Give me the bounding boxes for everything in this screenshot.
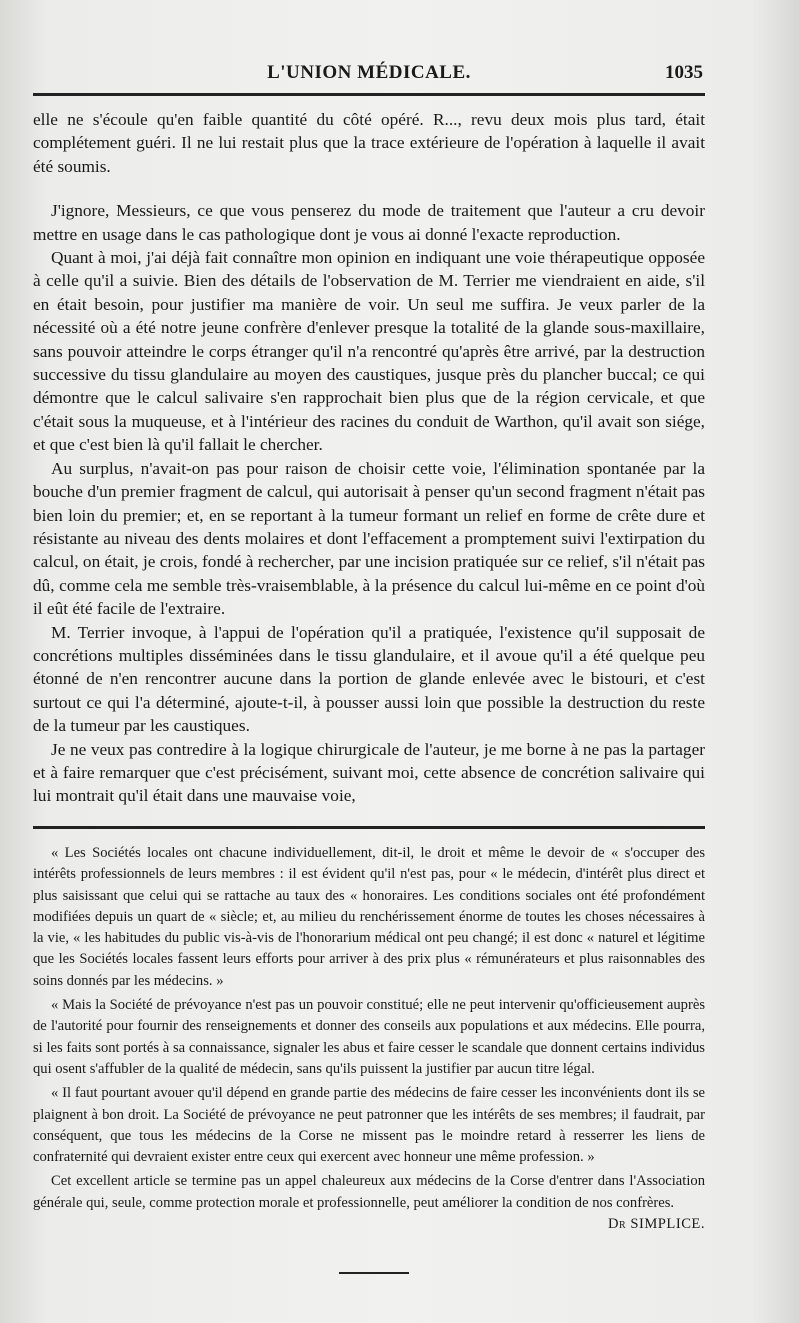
quoted-paragraph: « Les Sociétés locales ont chacune individuellement, dit-il, le droit et même le devoir de « s'occuper des intérêts professionnels de leurs membres : il est évident qu'il n'est pas, pour « le médecin, d'intérêt plus direct et plus saisissant que celui qui se rattache au taux des « honoraires. Les conditions sociales ont été profondément modifiées depuis un quart de « siècle; et, au milieu du renchérissement énorme de toutes les choses nécessaires à la vie, « les habitudes du public vis-à-vis de l'honorarium médical ont peu changé; il est donc « naturel et légitime que les Sociétés locales fassent leurs efforts pour arriver à des prix plus « rémunérateurs et plus raisonnables des soins donnés par les médecins. » [33, 845, 705, 989]
paragraph: M. Terrier invoque, à l'appui de l'opération qu'il a pratiquée, l'existence qu'il supposait de concrétions multiples disséminées dans le tissu glandulaire, et il avoue qu'il a été quelque peu étonné de n'en rencontrer aucune dans la portion de glande enlevée avec le bistouri, et c'est surtout ce qui l'a déterminé, ajoute-t-il, à pousser aussi loin que possible la destruction du reste de la tumeur par les caustiques. [33, 622, 705, 736]
main-text [33, 108, 705, 808]
running-title: L'UNION MÉDICALE. [267, 62, 471, 83]
end-rule [339, 1272, 409, 1274]
closing-paragraph: Cet excellent article se termine pas un appel chaleureux aux médecins de la Corse d'entrer dans l'Association générale qui, seule, comme protection morale et professionnelle, peut améliorer la condition de nos confrères. [33, 1173, 705, 1211]
signature-line [33, 1214, 705, 1235]
footnote-rule [33, 826, 705, 829]
notes-section [33, 843, 705, 1235]
quoted-paragraph: « Mais la Société de prévoyance n'est pas un pouvoir constitué; elle ne peut intervenir qu'officieusement auprès de l'autorité pour fournir des renseignements et donner des conseils aux populations et aux médecins. Elle pourra, si les faits sont portés à sa connaissance, signaler les abus et faire cesser le scandale que donnent certains individus qui osent s'affubler de la qualité de médecin, sans qu'ils puissent la justifier par aucun titre légal. [33, 997, 705, 1077]
page-header [33, 62, 705, 90]
signature: Dr SIMPLICE. [608, 1216, 705, 1233]
header-rule [33, 93, 705, 96]
paragraph: Au surplus, n'avait-on pas pour raison de choisir cette voie, l'élimination spontanée par la bouche d'un premier fragment de calcul, qui autorisait à penser qu'un second fragment n'était pas bien loin du premier; et, en se reportant à la tumeur formant un relief en forme de crête dure et résistante au niveau des dents molaires et dont l'effacement a promptement suivi l'extirpation du calcul, on était, je crois, fondé à rechercher, par une incision pratiquée sur ce relief, s'il n'était pas dû, comme cela me semble très-vraisemblable, à la présence du calcul lui-même en ce point d'où il eût été facile de l'extraire. [33, 458, 705, 619]
paragraph: elle ne s'écoule qu'en faible quantité du côté opéré. R..., revu deux mois plus tard, était complétement guéri. Il ne lui restait plus que la trace extérieure de l'opération à laquelle il avait été soumis. [33, 110, 705, 176]
quoted-paragraph: « Il faut pourtant avouer qu'il dépend en grande partie des médecins de faire cesser les inconvénients dont ils se plaignent à bon droit. La Société de prévoyance ne peut patronner que les intérêts de ses membres; il faudrait, par conséquent, que tous les médecins de la Corse ne missent pas le moindre retard à resserrer les liens de confraternité qui devraient exister entre ceux qui exercent avec honneur une même profession. » [33, 1085, 705, 1166]
paragraph: J'ignore, Messieurs, ce que vous penserez du mode de traitement que l'auteur a cru devoir mettre en usage dans le cas pathologique dont je vous ai donné l'exacte reproduction. [33, 201, 705, 244]
page-number: 1035 [665, 62, 703, 83]
paragraph: Quant à moi, j'ai déjà fait connaître mon opinion en indiquant une voie thérapeutique opposée à celle qu'il a suivie. Bien des détails de l'observation de M. Terrier me viendraient en aide, s'il en était besoin, pour justifier ma manière de voir. Un seul me suffira. Je veux parler de la nécessité où a été notre jeune confrère d'enlever presque la totalité de la glande sous-maxillaire, sans pouvoir atteindre le corps étranger qu'il n'a rencontré qu'après être arrivé, par la destruction successive du tissu glandulaire au moyen des caustiques, jusque près du plancher buccal; ce qui démontre que le calcul salivaire s'en rapprochait bien plus que de la région cervicale, et que c'était sous la muqueuse, et à l'intérieur des racines du conduit de Warthon, qu'il avait son siége, et que c'est bien là qu'il fallait le chercher. [33, 248, 705, 455]
paragraph: Je ne veux pas contredire à la logique chirurgicale de l'auteur, je me borne à ne pas la partager et à faire remarquer que c'est précisément, suivant moi, cette absence de concrétion salivaire qui lui montrait qu'il était dans une mauvaise voie, [33, 739, 705, 806]
